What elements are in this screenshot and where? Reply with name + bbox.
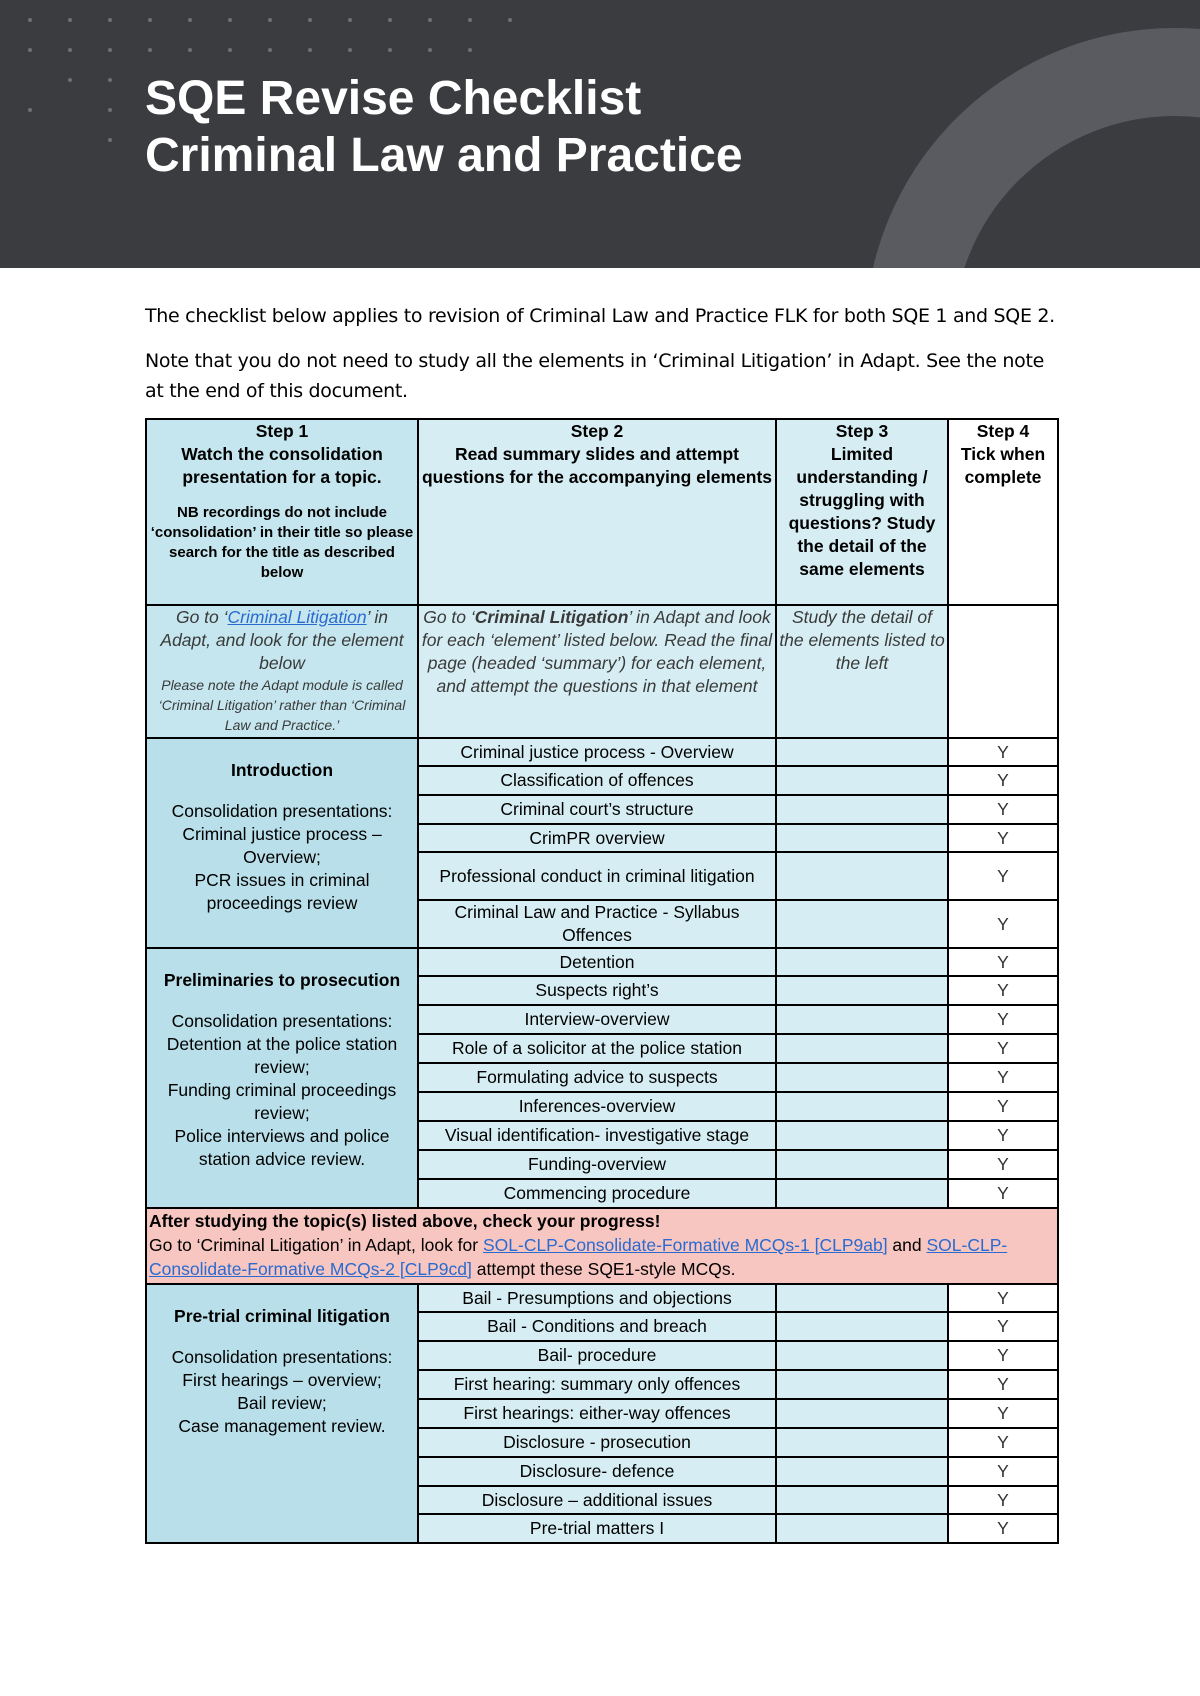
criminal-litigation-link[interactable]: Criminal Litigation	[227, 607, 367, 627]
tick-cell[interactable]: Y	[948, 1121, 1058, 1150]
progress-row	[146, 1208, 1058, 1284]
step1-heading: Step 1	[255, 421, 309, 441]
step3-cell	[776, 1341, 948, 1370]
header-banner	[0, 0, 1200, 268]
step3-cell	[776, 1486, 948, 1514]
step3-cell	[776, 1514, 948, 1543]
intro-paragraph-2: Note that you do not need to study all the elements in ‘Criminal Litigation’ in Adapt. See the note at the end of this document.	[145, 350, 1045, 402]
step1-instruction-note: Please note the Adapt module is called ‘Criminal Litigation’ rather than ‘Criminal Law and Practice.’	[158, 677, 406, 733]
element-name: Pre-trial matters I	[418, 1514, 776, 1543]
tick-cell[interactable]: Y	[948, 976, 1058, 1005]
checklist-table	[145, 418, 1059, 1544]
element-name: Funding-overview	[418, 1150, 776, 1179]
mcq-link-2[interactable]: SOL-CLP-Consolidate-Formative MCQs-2 [CLP9cd]	[149, 1235, 1008, 1279]
step2-instruction	[418, 605, 776, 738]
step3-cell	[776, 1034, 948, 1063]
step3-cell	[776, 766, 948, 795]
step3-cell	[776, 1179, 948, 1208]
step3-cell	[776, 738, 948, 766]
header-row	[146, 419, 1058, 605]
element-name: Inferences-overview	[418, 1092, 776, 1121]
tick-cell[interactable]: Y	[948, 1514, 1058, 1543]
tick-cell[interactable]: Y	[948, 948, 1058, 976]
element-name: Professional conduct in criminal litigation	[418, 852, 776, 900]
step2-heading: Step 2	[570, 421, 624, 441]
decorative-arc	[865, 28, 1200, 268]
step3-cell	[776, 976, 948, 1005]
step3-cell	[776, 824, 948, 852]
topic-line: Bail review;	[237, 1393, 327, 1413]
step3-cell	[776, 1284, 948, 1312]
table-row	[146, 738, 1058, 766]
step2-instruction-pre: Go to ‘	[423, 607, 475, 627]
intro-paragraph-1: The checklist below applies to revision of Criminal Law and Practice FLK for both SQE 1 and SQE 2.	[145, 305, 1055, 327]
element-name: Criminal justice process - Overview	[418, 738, 776, 766]
element-name: Interview-overview	[418, 1005, 776, 1034]
element-name: Commencing procedure	[418, 1179, 776, 1208]
tick-cell[interactable]: Y	[948, 824, 1058, 852]
step3-instruction: Study the detail of the elements listed to the left	[776, 605, 948, 738]
table-row	[146, 948, 1058, 976]
step1-instruction-pre: Go to ‘	[175, 607, 228, 627]
element-name: Bail - Presumptions and objections	[418, 1284, 776, 1312]
step4-instruction	[948, 605, 1058, 738]
tick-cell[interactable]: Y	[948, 900, 1058, 948]
step3-cell	[776, 1428, 948, 1457]
step3-cell	[776, 1005, 948, 1034]
step3-cell	[776, 1457, 948, 1486]
progress-cell	[146, 1208, 1058, 1284]
tick-cell[interactable]: Y	[948, 1312, 1058, 1341]
tick-cell[interactable]: Y	[948, 1457, 1058, 1486]
topic-line: Funding criminal proceedings review;	[167, 1080, 397, 1123]
element-name: Visual identification- investigative stage	[418, 1121, 776, 1150]
tick-cell[interactable]: Y	[948, 1486, 1058, 1514]
topic-title: Preliminaries to prosecution	[163, 970, 401, 990]
tick-cell[interactable]: Y	[948, 1092, 1058, 1121]
topic-cell	[146, 948, 418, 1208]
element-name: Disclosure – additional issues	[418, 1486, 776, 1514]
progress-text-mid: and	[887, 1235, 927, 1255]
topic-line: Consolidation presentations:	[171, 1011, 393, 1031]
step1-header	[146, 419, 418, 605]
step4-heading: Step 4	[976, 421, 1030, 441]
element-name: Detention	[418, 948, 776, 976]
progress-text-post: attempt these SQE1-style MCQs.	[471, 1259, 736, 1279]
step3-cell	[776, 948, 948, 976]
topic-line: Consolidation presentations:	[171, 1347, 393, 1367]
instruction-row	[146, 605, 1058, 738]
step3-cell	[776, 1121, 948, 1150]
tick-cell[interactable]: Y	[948, 1179, 1058, 1208]
element-name: Bail- procedure	[418, 1341, 776, 1370]
topic-cell	[146, 1284, 418, 1543]
step2-instruction-bold: Criminal Litigation	[474, 607, 629, 627]
element-name: First hearing: summary only offences	[418, 1370, 776, 1399]
topic-cell	[146, 738, 418, 948]
topic-line: Criminal justice process – Overview;	[182, 824, 382, 867]
tick-cell[interactable]: Y	[948, 1284, 1058, 1312]
tick-cell[interactable]: Y	[948, 1150, 1058, 1179]
progress-text-pre: Go to ‘Criminal Litigation’ in Adapt, look for	[149, 1235, 483, 1255]
step1-instruction	[146, 605, 418, 738]
element-name: Formulating advice to suspects	[418, 1063, 776, 1092]
topic-line: First hearings – overview;	[182, 1370, 382, 1390]
topic-line: Consolidation presentations:	[171, 801, 393, 821]
step3-cell	[776, 1312, 948, 1341]
tick-cell[interactable]: Y	[948, 766, 1058, 795]
element-name: CrimPR overview	[418, 824, 776, 852]
step1-instruction-post: ’ in Adapt, and look for the element below	[160, 607, 404, 673]
topic-line: Case management review.	[178, 1416, 386, 1436]
title-line-1: SQE Revise Checklist	[145, 72, 642, 125]
step4-text: Tick when complete	[960, 444, 1046, 487]
element-name: First hearings: either-way offences	[418, 1399, 776, 1428]
tick-cell[interactable]: Y	[948, 795, 1058, 824]
step1-note: NB recordings do not include ‘consolidation’ in their title so please search for the title as described below	[150, 504, 414, 581]
step3-cell	[776, 1150, 948, 1179]
step3-cell	[776, 900, 948, 948]
element-name: Suspects right’s	[418, 976, 776, 1005]
topic-line: Detention at the police station review;	[166, 1034, 398, 1077]
step1-text: Watch the consolidation presentation for a topic.	[181, 444, 383, 487]
element-name: Disclosure- defence	[418, 1457, 776, 1486]
element-name: Criminal court’s structure	[418, 795, 776, 824]
table-row	[146, 1284, 1058, 1312]
topic-title: Pre-trial criminal litigation	[174, 1306, 390, 1326]
step3-cell	[776, 1092, 948, 1121]
topic-title: Introduction	[230, 760, 334, 780]
topic-line: Police interviews and police station advice review.	[174, 1126, 390, 1169]
tick-cell[interactable]: Y	[948, 1063, 1058, 1092]
step3-cell	[776, 1399, 948, 1428]
step3-cell	[776, 852, 948, 900]
tick-cell[interactable]: Y	[948, 852, 1058, 900]
element-name: Role of a solicitor at the police station	[418, 1034, 776, 1063]
step3-cell	[776, 1063, 948, 1092]
step2-text: Read summary slides and attempt questions for the accompanying elements	[421, 444, 773, 487]
element-name: Classification of offences	[418, 766, 776, 795]
tick-cell[interactable]: Y	[948, 1034, 1058, 1063]
step3-cell	[776, 1370, 948, 1399]
step3-heading: Step 3	[835, 421, 889, 441]
tick-cell[interactable]: Y	[948, 1005, 1058, 1034]
step2-header	[418, 419, 776, 605]
step3-header	[776, 419, 948, 605]
step2-instruction-post: ’ in Adapt and look for each ‘element’ listed below. Read the final page (headed ‘summary’) for each element, and attempt the questions in that element	[421, 607, 773, 696]
step4-header	[948, 419, 1058, 605]
step3-text: Limited understanding / struggling with questions? Study the detail of the same elements	[788, 444, 936, 579]
tick-cell[interactable]: Y	[948, 1370, 1058, 1399]
progress-text	[149, 1233, 1055, 1281]
tick-cell[interactable]: Y	[948, 1399, 1058, 1428]
topic-line: PCR issues in criminal proceedings review	[194, 870, 370, 913]
page-title	[145, 70, 743, 184]
title-line-2: Criminal Law and Practice	[145, 129, 743, 182]
tick-cell[interactable]: Y	[948, 1341, 1058, 1370]
element-name: Bail - Conditions and breach	[418, 1312, 776, 1341]
progress-heading: After studying the topic(s) listed above, check your progress!	[149, 1211, 661, 1231]
element-name: Disclosure - prosecution	[418, 1428, 776, 1457]
step3-cell	[776, 795, 948, 824]
mcq-link-1[interactable]: SOL-CLP-Consolidate-Formative MCQs-1 [CLP9ab]	[482, 1235, 888, 1255]
element-name: Criminal Law and Practice - Syllabus Offences	[418, 900, 776, 948]
tick-cell[interactable]: Y	[948, 1428, 1058, 1457]
tick-cell[interactable]: Y	[948, 738, 1058, 766]
